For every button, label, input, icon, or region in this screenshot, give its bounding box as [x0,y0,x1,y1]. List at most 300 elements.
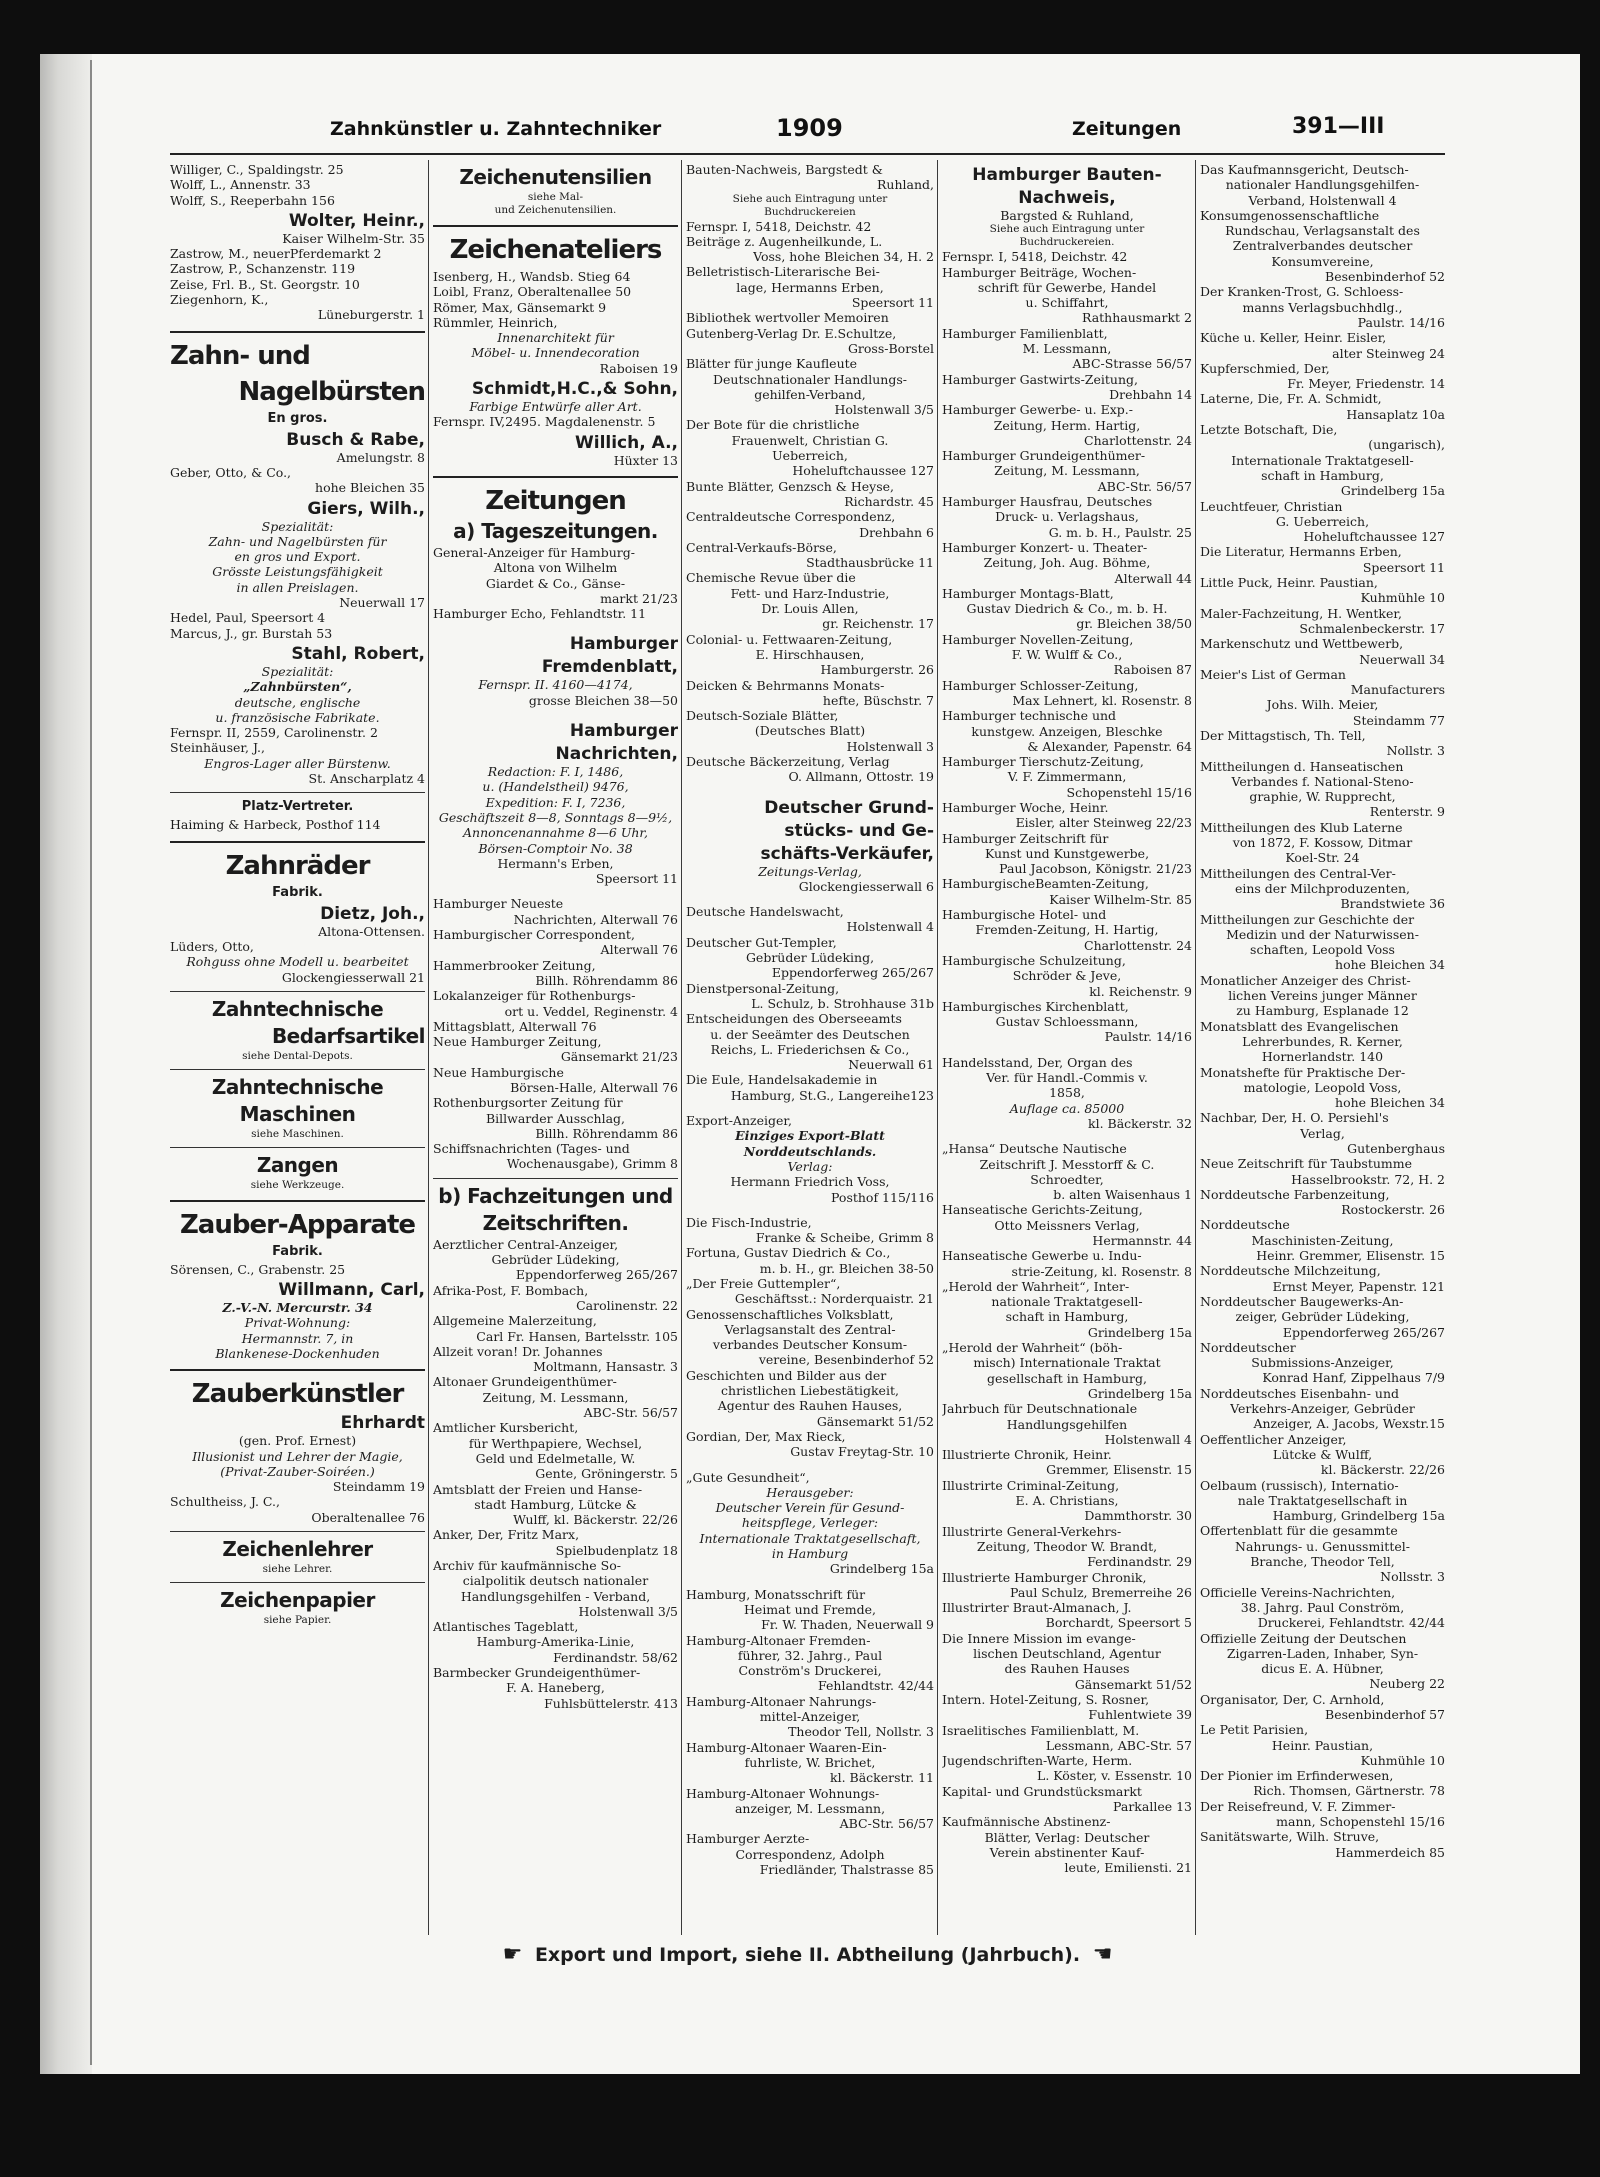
entry-line: Deicken & Behrmanns Monats- [686,677,885,693]
firm-name: Dietz, Joh., [320,903,425,924]
entry-address: vereine, Besenbinderhof 52 [758,1352,934,1368]
header-section: Zeitungen [1072,118,1182,140]
entry-address: Hoheluftchaussee 127 [792,463,934,479]
entry-line: Schröder & Jeve, [1012,968,1122,984]
entry-line: Export-Anzeiger, [686,1113,792,1129]
entry-line: schaft in Hamburg, [1005,1309,1129,1325]
entry-line: Sanitätswarte, Wilh. Struve, [1200,1829,1380,1845]
entry-line: Hamburger Echo, Fehlandtstr. 11 [433,606,647,622]
entry-line: Mittheilungen zur Geschichte der [1200,911,1415,927]
entry-line: HamburgischeBeamten-Zeitung, [942,876,1149,892]
entry-line: Die Literatur, Hermanns Erben, [1200,544,1402,560]
entry-line: christlichen Liebestätigkeit, [721,1383,899,1399]
entry-address: Rich. Thomsen, Gärtnerstr. 78 [1253,1783,1445,1799]
entry-line: Hanseatische Gewerbe u. Indu- [942,1248,1142,1264]
entry-line: Illustrierte Chronik, Heinr. [942,1447,1112,1463]
entry-line: Deutsche Handelswacht, [686,904,844,920]
entry-address: Steindamm 19 [332,1479,425,1495]
entry-line: Ueberreich, [772,448,848,464]
entry-line: Geschichten und Bilder aus der [686,1367,887,1383]
entry-line: Dienstpersonal-Zeitung, [686,980,840,996]
entry-address: Ruhland, [877,177,934,193]
entry-italic-note: Farbige Entwürfe aller Art. [469,399,642,415]
entry-line: Hamburger Hausfrau, Deutsches [942,494,1153,510]
entry-line: anzeiger, M. Lessmann, [734,1800,886,1816]
entry-address: Paulstr. 14/16 [1104,1029,1192,1045]
entry-address: Alterwall 44 [1114,570,1192,586]
entry-italic-note: Zeitungs-Verlag, [758,863,862,879]
entry-address: Gremmer, Elisenstr. 15 [1046,1462,1192,1478]
section-heading: Zahn- und [170,340,310,371]
spacer [433,621,678,631]
entry-line: fuhrliste, W. Brichet, [744,1754,876,1770]
category-label: Fabrik. [272,1243,323,1259]
entry-line: Norddeutsche Farbenzeitung, [1200,1186,1390,1202]
entry-address: Speersort 11 [1362,559,1445,575]
entry-address: Gente, Gröningerstr. 5 [535,1466,678,1482]
page-number: 391—III [1292,114,1385,139]
entry-line: Verlag, [1300,1125,1345,1141]
entry-line: Hamburg, Monatsschrift für [686,1586,866,1602]
entry-line: manns Verlagsbuchhdlg., [1242,299,1403,315]
entry-line: Kupferschmied, Der, [1200,360,1330,376]
entry-italic-emphasis: „Zahnbürsten“, [243,679,352,695]
section-rule [433,1178,678,1179]
entry-italic-note: Spezialität: [261,518,334,534]
entry-address: Paul Schulz, Bremerreihe 26 [1009,1584,1192,1600]
firm-name: Stahl, Robert, [291,643,425,664]
entry-address: Ferdinandstr. 58/62 [553,1649,678,1665]
entry-line: Fernspr. I, 5418, Deichstr. 42 [686,218,872,234]
entry-address: Speersort 11 [595,871,678,887]
entry-line: Küche u. Keller, Heinr. Eisler, [1200,330,1387,346]
spacer [686,1577,934,1587]
entry-italic-note: Herausgeber: [766,1484,854,1500]
entry-address: L. Schulz, b. Strohhause 31b [751,995,934,1011]
entry-address: Drehbahn 14 [1109,386,1192,402]
entry-line: Sörensen, C., Grabenstr. 25 [170,1261,346,1277]
spacer [686,894,934,904]
entry-line: dicus E. A. Hübner, [1261,1661,1384,1677]
section-subheading: Zeichenpapier [220,1588,375,1613]
entry-line: Amtlicher Kursbericht, [433,1420,579,1436]
entry-line: Centraldeutsche Correspondenz, [686,509,896,525]
entry-italic-note: Börsen-Comptoir No. 38 [478,840,633,856]
entry-address: hohe Bleichen 34 [1335,957,1445,973]
entry-address: Oberaltenallee 76 [311,1509,425,1525]
entry-line: matologie, Leopold Voss, [1243,1079,1402,1095]
entry-line: Die Fisch-Industrie, [686,1214,812,1230]
entry-line: Handlungsgehilfen [1006,1416,1128,1432]
entry-address: hohe Bleichen 35 [315,480,425,496]
entry-italic-note: Deutscher Verein für Gesund- [715,1500,905,1516]
entry-line: Beiträge z. Augenheilkunde, L. [686,233,883,249]
entry-italic-note: Zahn- und Nagelbürsten für [208,533,387,549]
entry-address: alter Steinweg 24 [1332,345,1445,361]
entry-line: Israelitisches Familienblatt, M. [942,1722,1140,1738]
entry-address: Eppendorferweg 265/267 [515,1267,678,1283]
entry-line: Bibliothek wertvoller Memoiren [686,310,889,326]
entry-line: nationale Traktatgesell- [991,1294,1143,1310]
entry-line: Zeise, Frl. B., St. Georgstr. 10 [170,276,360,292]
entry-line: Illustrierte Hamburger Chronik, [942,1569,1147,1585]
entry-line: Rothenburgsorter Zeitung für [433,1095,623,1111]
entry-address: Nachrichten, Alterwall 76 [513,911,678,927]
entry-address: Theodor Tell, Nollstr. 3 [788,1724,934,1740]
section-rule [170,792,425,793]
entry-line: Ziegenhorn, K., [170,292,269,308]
entry-line: Monatlicher Anzeiger des Christ- [1200,972,1411,988]
entry-address: Borchardt, Speersort 5 [1045,1615,1192,1631]
entry-line: Mittheilungen d. Hanseatischen [1200,758,1404,774]
entry-address: Hermannstr. 44 [1092,1233,1192,1248]
entry-italic-note: Blankenese-Dockenhuden [215,1345,380,1361]
column-5 [1200,162,1445,1932]
header-year: 1909 [776,114,843,142]
entry-line: Kaufmännische Abstinenz- [942,1814,1111,1830]
entry-address: Grindelberg 15a [829,1561,934,1577]
entry-line: Druck- u. Verlagshaus, [995,509,1139,525]
entry-address: Grindelberg 15a [1087,1324,1192,1340]
entry-line: nationaler Handlungsgehilfen- [1225,177,1420,193]
entry-address: Paulstr. 14/16 [1357,314,1445,330]
entry-line: führer, 32. Jahrg., Paul [737,1647,883,1663]
page-binding-shadow [40,54,92,2074]
entry-line: Belletristisch-Literarische Bei- [686,264,880,280]
section-subheading: Zeichenutensilien [459,165,652,189]
entry-address: Hammerdeich 85 [1335,1844,1445,1860]
entry-address: gr. Bleichen 38/50 [1076,616,1192,632]
entry-line: Bauten-Nachweis, Bargstedt & [686,162,883,177]
entry-line: Gebrüder Lüdeking, [745,950,875,966]
entry-line: Verkehrs-Anzeiger, Gebrüder [1230,1401,1415,1417]
firm-name: schäfts-Verkäufer, [760,843,934,864]
entry-line: E. A. Christians, [1015,1493,1119,1509]
entry-line: Altona von Wilhelm [493,560,618,576]
entry-address: Richardstr. 45 [844,493,934,509]
entry-address: hohe Bleichen 34 [1335,1095,1445,1111]
entry-line: Central-Verkaufs-Börse, [686,539,837,555]
entry-line: Zeitung, M. Lessmann, [994,463,1140,479]
entry-line: E. Hirschhausen, [755,646,865,662]
entry-line: Handelsstand, Der, Organ des [942,1054,1133,1070]
entry-address: Carl Fr. Hansen, Bartelsstr. 105 [476,1328,678,1344]
entry-line: Neue Zeitschrift für Taubstumme [1200,1156,1413,1172]
entry-line: gehilfen-Verband, [754,386,866,402]
entry-line: Hedel, Paul, Speersort 4 [170,610,326,626]
column-1 [170,162,425,1932]
section-subheading: Zeichenlehrer [222,1537,373,1562]
entry-address: Franke & Scheibe, Grimm 8 [755,1230,934,1246]
section-rule [433,476,678,478]
entry-line: Aerztlicher Central-Anzeiger, [433,1236,619,1252]
entry-line: Hamburger Aerzte- [686,1831,810,1847]
entry-line: Le Petit Parisien, [1200,1722,1309,1738]
entry-address: Raboisen 19 [599,360,678,376]
entry-address: Hüxter 13 [613,452,678,468]
entry-line: General-Anzeiger für Hamburg- [433,544,635,560]
entry-address: Amelungstr. 8 [336,449,425,465]
entry-line: Billwarder Ausschlag, [485,1110,626,1126]
entry-address: Holstenwall 3/5 [834,402,934,418]
entry-line: Dr. Louis Allen, [761,601,859,617]
entry-italic-note: Auflage ca. 85000 [1009,1100,1125,1116]
section-heading: Zauber-Apparate [179,1209,416,1240]
header-left: Zahnkünstler u. Zahntechniker [330,118,662,140]
spacer [686,1103,934,1113]
entry-line: Reichs, L. Friederichsen & Co., [710,1041,910,1057]
entry-line: Johs. Wilh. Meier, [1266,697,1379,713]
page-footer [170,1942,1445,1972]
firm-name: Willmann, Carl, [278,1280,425,1301]
entry-address: Altona-Ottensen. [318,923,425,939]
entry-line: Loibl, Franz, Oberaltenallee 50 [433,284,632,300]
entry-line: zeiger, Gebrüder Lüdeking, [1235,1309,1410,1325]
cross-reference: Buchdruckereien [764,205,856,218]
entry-line: Hamburgische Hotel- und [942,907,1107,923]
entry-address: L. Köster, v. Essenstr. 10 [1037,1768,1192,1784]
entry-line: Organisator, Der, C. Arnhold, [1200,1691,1385,1707]
entry-line: Fernspr. II, 2559, Carolinenstr. 2 [170,725,378,741]
entry-line: Hamburg-Altonaer Wohnungs- [686,1785,880,1801]
entry-address: Carolinenstr. 22 [576,1297,678,1313]
entry-line: lichen Vereins junger Männer [1228,988,1417,1004]
entry-line: Norddeutsche Milchzeitung, [1200,1263,1381,1279]
entry-line: Archiv für kaufmännische So- [433,1558,621,1573]
section-rule [170,1069,425,1070]
cross-reference: siehe Werkzeuge. [250,1178,345,1191]
entry-line: zu Hamburg, Esplanade 12 [1236,1003,1409,1019]
entry-address: Gänsemarkt 21/23 [560,1049,678,1065]
entry-line: (gen. Prof. Ernest) [238,1433,357,1449]
entry-line: Hamburg-Altonaer Waaren-Ein- [686,1739,887,1755]
entry-address: m. b. H., gr. Bleichen 38-50 [759,1260,934,1276]
entry-line: Hamburger technische und [942,708,1117,724]
entry-line: Lüders, Otto, [170,938,254,954]
entry-address: Druckerei, Fehlandtstr. 42/44 [1257,1615,1445,1631]
cross-reference: Siehe auch Eintragung unter [732,192,888,205]
entry-line: Haiming & Harbeck, Posthof 114 [170,817,381,833]
entry-address: Börsen-Halle, Alterwall 76 [510,1079,678,1095]
entry-line: Rümmler, Heinrich, [433,314,558,330]
entry-italic-note: Fernspr. II. 4160—4174, [478,677,633,693]
section-heading: Zauberkünstler [191,1379,404,1410]
entry-line: Little Puck, Heinr. Paustian, [1200,575,1378,591]
section-rule [170,1147,425,1148]
cross-reference: und Zeichenutensilien. [494,204,617,216]
entry-line: Hamburg-Altonaer Fremden- [686,1632,871,1648]
firm-name: Nachrichten, [555,744,678,765]
binding-line [90,60,92,2065]
entry-address: Eppendorferweg 265/267 [771,965,934,981]
entry-address: Wochenausgabe), Grimm 8 [506,1156,678,1172]
entry-line: Bargsted & Ruhland, [1000,208,1134,223]
entry-line: Konsumgenossenschaftliche [1200,207,1380,223]
entry-line: Hamburgisches Kirchenblatt, [942,998,1129,1014]
entry-italic-note: Spezialität: [261,663,334,679]
entry-address: Ferdinandstr. 29 [1087,1554,1192,1570]
entry-address: Fuhlentwiete 39 [1088,1707,1192,1723]
entry-line: Ver. für Handl.-Commis v. [986,1070,1148,1086]
cross-reference: Buchdruckereien. [1019,236,1115,249]
entry-line: Mittagsblatt, Alterwall 76 [433,1018,597,1034]
firm-name: Fremdenblatt, [541,657,678,678]
entry-line: Internationale Traktatgesell- [1231,452,1414,468]
entry-line: Fett- und Harz-Industrie, [730,585,890,601]
entry-address: Max Lehnert, kl. Rosenstr. 8 [1012,692,1192,708]
entry-line: Hermann Friedrich Voss, [730,1174,890,1190]
entry-line: „Hansa“ Deutsche Nautische [942,1141,1127,1157]
entry-line: Entscheidungen des Oberseeamts [686,1011,902,1027]
footer-text: Export und Import, siehe II. Abtheilung (Jahrbuch). [534,1944,1081,1966]
entry-address: Friedländer, Thalstrasse 85 [759,1861,934,1877]
entry-line: Der Bote für die christliche [686,417,860,433]
entry-line: Gordian, Der, Max Rieck, [686,1428,846,1444]
entry-address: Konrad Hanf, Zippelhaus 7/9 [1262,1370,1445,1386]
entry-address: Neuberg 22 [1369,1676,1445,1692]
entry-address: Holstenwall 4 [1104,1431,1192,1447]
entry-line: Lehrerbundes, R. Kerner, [1242,1033,1403,1049]
entry-line: Illustrirte General-Verkehrs- [942,1523,1122,1539]
entry-line: Chemische Revue über die [686,570,856,586]
entry-address: Neuerwall 34 [1359,651,1445,667]
entry-line: eins der Milchproduzenten, [1234,880,1411,896]
entry-line: Heinr. Paustian, [1271,1737,1374,1753]
entry-line: Leuchtfeuer, Christian [1200,498,1343,514]
entry-address: Holstenwall 4 [846,919,934,935]
entry-line: Hamburger Montags-Blatt, [942,585,1114,601]
entry-italic-note: Illusionist und Lehrer der Magie, [192,1448,403,1464]
entry-line: Fremden-Zeitung, H. Hartig, [975,922,1159,938]
entry-line: Die Eule, Handelsakademie in [686,1072,878,1088]
section-rule [170,1531,425,1532]
entry-line: Jugendschriften-Warte, Herm. [942,1753,1133,1769]
entry-italic-note: Hermannstr. 7, in [241,1330,354,1346]
entry-address: Gänsemarkt 51/52 [1074,1676,1192,1692]
entry-address: Manufacturers [1350,682,1445,698]
entry-line: Hanseatische Gerichts-Zeitung, [942,1202,1143,1218]
entry-line: Conström's Druckerei, [738,1663,882,1679]
column-divider [681,160,682,1935]
entry-line: Agentur des Rauhen Hauses, [717,1398,903,1414]
entry-italic-note: deutsche, englische [234,694,361,710]
entry-line: Oeffentlicher Anzeiger, [1200,1431,1347,1447]
entry-line: Hamburg-Amerika-Linie, [476,1634,635,1650]
cross-reference: Siehe auch Eintragung unter [989,223,1145,236]
section-rule [170,1369,425,1371]
firm-name: Ehrhardt [340,1413,425,1434]
entry-address: Besenbinderhof 52 [1325,269,1445,285]
entry-address: Holstenwall 3 [846,738,934,754]
entry-address: kl. Bäckerstr. 22/26 [1320,1462,1445,1478]
entry-address: Eppendorferweg 265/267 [1282,1324,1445,1340]
entry-address: ABC-Strasse 56/57 [1072,356,1192,372]
entry-line: cialpolitik deutsch nationaler [462,1573,649,1589]
entry-address: Fehlandtstr. 42/44 [818,1678,934,1694]
entry-address: Wulff, kl. Bäckerstr. 22/26 [513,1512,678,1528]
entry-line: des Rauhen Hauses [1004,1661,1130,1677]
entry-line: 38. Jahrg. Paul Conström, [1240,1599,1405,1615]
entry-line: Geld und Edelmetalle, W. [475,1450,636,1466]
entry-address: Neuerwall 17 [339,595,425,611]
section-subheading: Bedarfsartikel [271,1023,425,1048]
section-rule [170,1582,425,1583]
header-rule [170,153,1445,155]
entry-line: Monatsblatt des Evangelischen [1200,1018,1399,1034]
entry-line: Zeitschrift J. Messtorff & C. [979,1156,1155,1172]
entry-line: Zeitung, M. Lessmann, [482,1389,629,1405]
entry-line: Deutsche Bäckerzeitung, Verlag [686,753,890,769]
entry-line: Verein abstinenter Kauf- [989,1844,1145,1860]
entry-address: ABC-Str. 56/57 [1097,478,1192,494]
entry-italic-note: Rohguss ohne Modell u. bearbeitet [186,954,409,970]
entry-address: Raboisen 87 [1113,662,1192,678]
spacer [686,1460,934,1470]
entry-italic-note: Innenarchitekt für [497,330,614,346]
entry-line: Hamburger Zeitschrift für [942,830,1109,846]
firm-name: Giers, Wilh., [307,498,425,519]
entry-line: u. Schiffahrt, [1025,295,1109,311]
firm-name: Hamburger Bauten- [972,165,1162,185]
entry-address: Gutenberghaus [1347,1141,1445,1156]
entry-line: Norddeutsche [1200,1217,1290,1233]
entry-address: Billh. Röhrendamm 86 [535,972,678,988]
entry-address: Neuerwall 61 [848,1057,934,1073]
entry-address: Geschäftsst.: Norderquaistr. 21 [734,1291,934,1307]
entry-line: V. F. Zimmermann, [1007,769,1127,785]
entry-address: Hansaplatz 10a [1346,406,1445,422]
entry-line: Zeitung, Herm. Hartig, [993,417,1141,433]
entry-line: Gustav Schloessmann, [995,1014,1139,1030]
entry-line: Zeitung, Theodor W. Brandt, [976,1538,1158,1554]
entry-address: & Alexander, Papenstr. 64 [1027,738,1192,754]
entry-italic-note: Annoncenannahme 8—6 Uhr, [463,825,648,841]
entry-address: Posthof 115/116 [831,1189,934,1205]
entry-line: Meier's List of German [1200,666,1346,682]
entry-line: Schultheiss, J. C., [170,1494,280,1510]
entry-address: Hamburg, Grindelberg 15a [1272,1508,1445,1524]
entry-address: markt 21/23 [600,590,678,606]
entry-line: (Deutsches Blatt) [754,723,866,739]
entry-italic-note: u. (Handelstheil) 9476, [482,779,629,795]
entry-line: lage, Hermanns Erben, [736,279,884,295]
entry-line: Hamburg-Altonaer Nahrungs- [686,1693,877,1709]
entry-line: für Werthpapiere, Wechsel, [468,1435,643,1451]
entry-address: Charlottenstr. 24 [1084,432,1192,448]
entry-line: Medizin und der Naturwissen- [1226,926,1419,942]
entry-italic-emphasis: Norddeutschlands. [743,1143,877,1159]
entry-italic-note: u. französische Fabrikate. [215,709,380,725]
spacer [433,708,678,718]
section-rule [433,225,678,227]
entry-address: Grindelberg 15a [1087,1385,1192,1401]
entry-italic-note: heitspflege, Verleger: [741,1515,879,1531]
entry-italic-note: (Privat-Zauber-Soiréen.) [220,1463,375,1479]
entry-line: Der Mittagstisch, Th. Tell, [1200,727,1366,743]
entry-line: F. A. Haneberg, [506,1680,605,1696]
entry-line: „Gute Gesundheit“, [686,1469,810,1485]
entry-italic-note: Privat-Wohnung: [244,1315,351,1331]
entry-line: Hamburgische Schulzeitung, [942,952,1126,968]
section-heading: Nagelbürsten [238,376,425,407]
entry-address: Renterstr. 9 [1369,804,1445,820]
column-3 [686,162,934,1932]
entry-line: Rundschau, Verlagsanstalt des [1225,223,1420,239]
entry-line: schaft in Hamburg, [1261,467,1384,483]
entry-address: b. alten Waisenhaus 1 [1053,1187,1192,1203]
entry-line: Hornerlandstr. 140 [1261,1049,1384,1065]
entry-line: Otto Meissners Verlag, [994,1217,1140,1233]
